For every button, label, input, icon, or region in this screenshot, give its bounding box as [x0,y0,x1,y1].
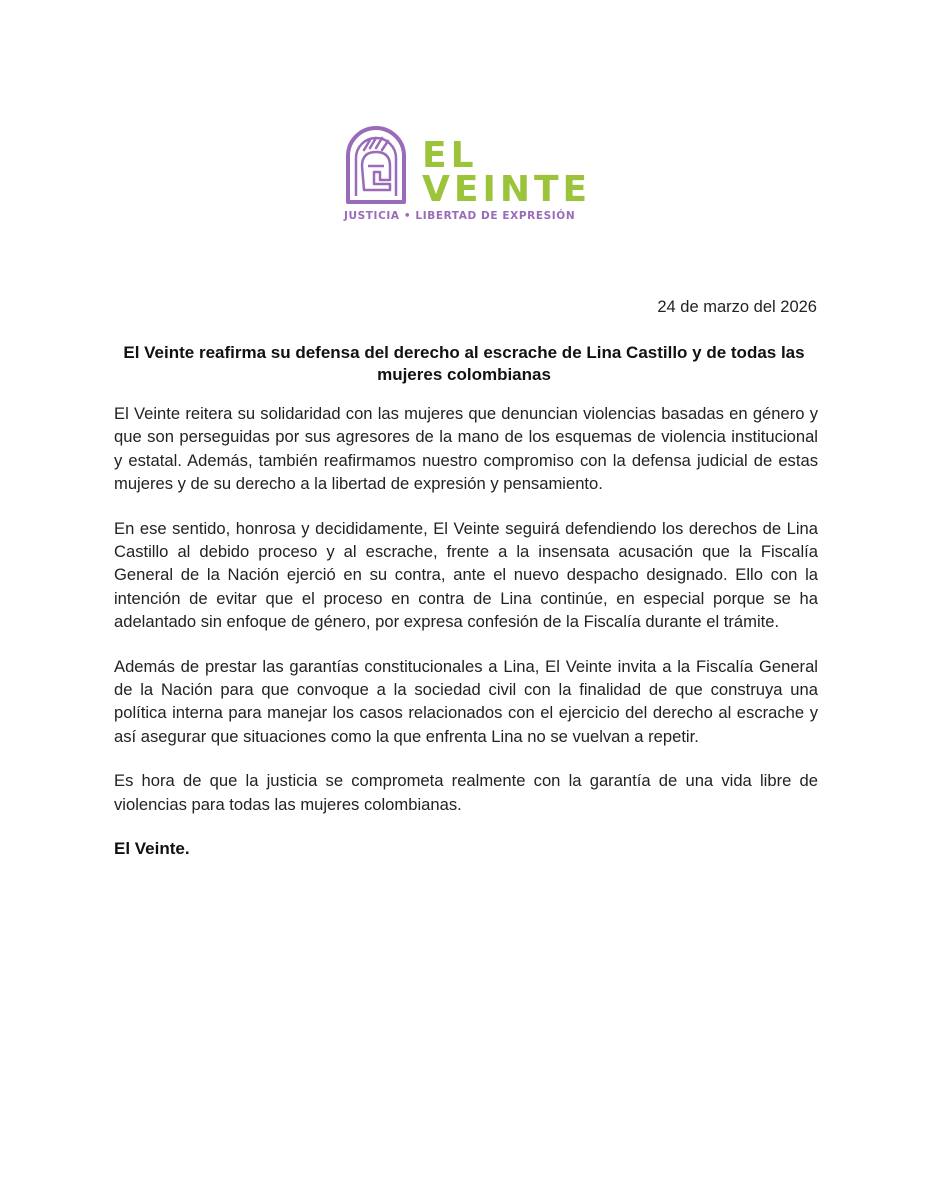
paragraph-2: En ese sentido, honrosa y decididamente, El Veinte seguirá defendiendo los derechos de Lina Castillo al debido proceso y al escrache, frente a la insensata acusación que la Fiscalía General de la Nación ejerció en su contra, ante el nuevo despacho designado. Ello con la intención de evitar que el proceso en contra de Lina continúe, en especial porque se ha adelantado sin enfoque de género, por expresa confesión de la Fiscalía durante el trámite. [114,518,818,632]
logo-word-veinte: VEINTE [422,169,592,210]
paragraph-3: Además de prestar las garantías constitucionales a Lina, El Veinte invita a la Fiscalía General de la Nación para que convoque a la sociedad civil con la finalidad de que construya una política interna para manejar los casos relacionados con el ejercicio del derecho al escrache y así asegurar que situaciones como la que enfrenta Lina no se vuelvan a repetir. [114,656,818,746]
document-body [114,402,818,860]
logo [344,126,592,226]
paragraph-1: El Veinte reitera su solidaridad con las mujeres que denuncian violencias basadas en género y que son perseguidas por sus agresores de la mano de los esquemas de violencia institucional y estatal. Además, también reafirmamos nuestro compromiso con la defensa judicial de estas mujeres y de su derecho a la libertad de expresión y pensamiento. [114,404,818,494]
document-date: 24 de marzo del 2026 [657,298,817,316]
signature: El Veinte. [114,839,190,859]
shield-helmet-icon [344,126,408,204]
paragraph-4: Es hora de que la justicia se comprometa realmente con la garantía de una vida libre de violencias para todas las mujeres colombianas. [114,771,818,814]
document-title: El Veinte reafirma su defensa del derecho al escrache de Lina Castillo y de todas las mujeres colombianas [123,343,805,384]
logo-tagline: JUSTICIA • LIBERTAD DE EXPRESIÓN [344,210,576,222]
logo-word-el: EL [422,135,478,176]
